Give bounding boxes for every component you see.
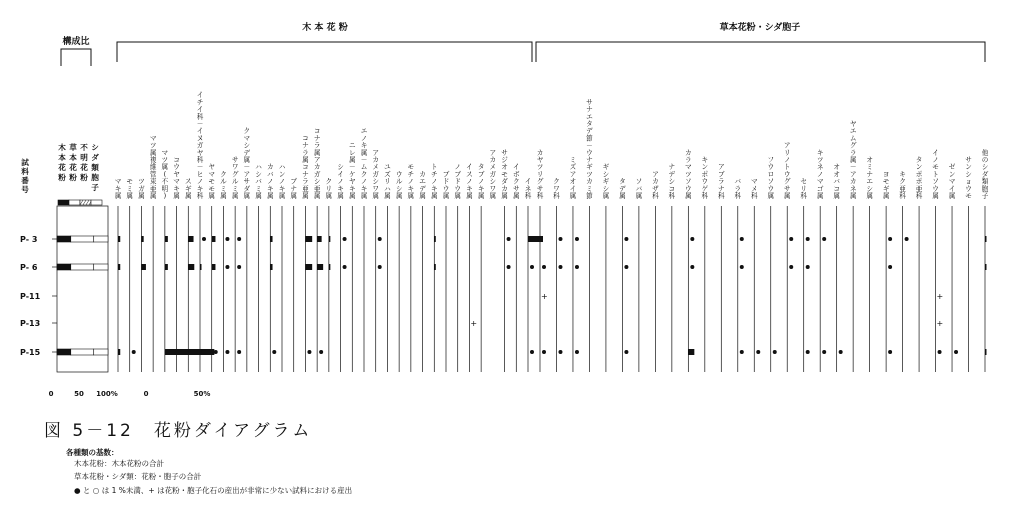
- note-line-2: 木本花粉：木本花粉の合計: [74, 459, 164, 468]
- trace-mark: [507, 265, 511, 269]
- percent-bar: [118, 236, 120, 242]
- column-label-herb-11: アブラナ科: [717, 163, 725, 200]
- column-label-herb-14: フウロソウ属: [767, 156, 775, 200]
- trace-mark: [202, 350, 206, 354]
- trace-mark: [822, 237, 826, 241]
- note-line-4: ● と ○ は 1 %未満、+ は花粉・胞子化石の産出が非常に少ない試料における産出: [74, 486, 353, 495]
- column-label-herb-19: ヤエムグラ属－アカネ属: [849, 120, 857, 200]
- trace-mark: [740, 265, 744, 269]
- sample-label: P- 6: [20, 263, 38, 272]
- column-label-arboreal-18: クリ属: [325, 177, 333, 200]
- composition-scale-label: 0: [48, 390, 54, 398]
- composition-segment: [71, 264, 94, 270]
- percent-scale-label: 0: [143, 390, 149, 398]
- trace-mark: [624, 265, 628, 269]
- column-label-herb-7: アカザ科: [652, 170, 659, 200]
- trace-mark: [822, 350, 826, 354]
- percent-scale-label: 50%: [193, 390, 211, 398]
- column-label-arboreal-15: ブナ属: [290, 177, 298, 200]
- composition-segment: [71, 349, 94, 355]
- trace-mark: [378, 237, 382, 241]
- column-label-herb-15: アリノトウグサ属: [783, 141, 791, 200]
- column-label-arboreal-22: アカメガシワ属: [372, 148, 380, 200]
- rare-mark: +: [936, 319, 944, 328]
- trace-mark: [690, 237, 694, 241]
- percent-bar: [985, 236, 987, 242]
- trace-mark: [202, 237, 206, 241]
- rare-mark: +: [470, 319, 478, 328]
- trace-mark: [806, 265, 810, 269]
- column-label-herb-21: ヨモギ属: [882, 170, 890, 200]
- composition-label-0: 木本花粉: [58, 143, 66, 182]
- column-label-arboreal-25: モチノキ属: [407, 163, 415, 200]
- trace-mark: [789, 237, 793, 241]
- composition-label-3: シダ類胞子: [91, 143, 99, 192]
- note-line-1: 各種類の基数：: [66, 448, 119, 457]
- column-label-arboreal-0: マキ属: [114, 177, 122, 200]
- trace-mark: [378, 265, 382, 269]
- trace-mark: [558, 265, 562, 269]
- composition-label-1: 草本花粉: [69, 143, 77, 182]
- composition-legend-swatch-3: [91, 200, 102, 205]
- sample-header: 試料番号: [21, 158, 29, 194]
- trace-mark: [954, 350, 958, 354]
- percent-bar: [329, 236, 331, 242]
- trace-mark: [806, 350, 810, 354]
- column-label-arboreal-30: イスノキ属: [466, 163, 473, 200]
- composition-legend-swatch-0: [58, 200, 69, 205]
- herb-group-title: 草本花粉・シダ胞子: [719, 23, 801, 33]
- composition-labels: [57, 142, 99, 192]
- rare-mark: +: [936, 292, 944, 301]
- composition-bracket: [61, 49, 91, 66]
- composition-segment: [94, 264, 108, 270]
- trace-mark: [558, 350, 562, 354]
- trace-mark: [237, 237, 241, 241]
- composition-segment: [57, 349, 71, 355]
- percent-bar: [165, 264, 168, 270]
- percent-bar: [141, 236, 143, 242]
- column-label-arboreal-17: コナラ属アカガシ亜属: [313, 127, 321, 200]
- trace-mark: [888, 350, 892, 354]
- column-label-arboreal-31: タブノキ属: [477, 163, 485, 200]
- arboreal-group-title: 木 本 花 粉: [302, 23, 348, 33]
- trace-mark: [690, 265, 694, 269]
- trace-mark: [773, 350, 777, 354]
- trace-mark: [507, 237, 511, 241]
- column-label-arboreal-14: ハンノキ属: [278, 163, 286, 200]
- figure-caption: 図 5－12 花粉ダイアグラム: [44, 421, 313, 441]
- column-labels: [115, 91, 989, 200]
- column-label-arboreal-7: イチイ科－イヌガヤ科－ヒノキ科: [196, 91, 204, 200]
- percent-bar: [434, 264, 436, 270]
- column-label-arboreal-34: イボクサ属: [512, 163, 520, 200]
- column-label-arboreal-24: ウルシ属: [395, 170, 403, 200]
- column-label-arboreal-16: コナラ属コナラ亜属: [302, 134, 309, 200]
- column-label-arboreal-5: コウヤマキ属: [173, 156, 180, 200]
- column-label-herb-10: キンポウゲ科: [701, 156, 709, 200]
- column-label-herb-13: マメ科: [750, 177, 758, 200]
- column-label-arboreal-2: ツガ属: [138, 177, 145, 200]
- percent-bar: [188, 264, 194, 270]
- scale-bars: [49, 390, 211, 400]
- column-label-arboreal-35: イネ科: [524, 177, 532, 200]
- percent-bar: [270, 236, 272, 242]
- column-label-herb-5: タデ属: [619, 177, 626, 200]
- grid-lines: [52, 206, 985, 372]
- column-label-herb-25: ゼンマイ属: [948, 163, 956, 200]
- trace-mark: [624, 350, 628, 354]
- column-label-arboreal-28: ブドウ属: [442, 170, 450, 200]
- column-label-herb-6: ソバ属: [635, 177, 643, 200]
- column-label-herb-23: タンポポ亜科: [915, 156, 923, 200]
- percent-bar: [118, 349, 120, 355]
- herb-group-bracket: [536, 42, 985, 62]
- column-label-herb-9: カラマツソウ属: [685, 148, 692, 200]
- percent-bar: [985, 349, 987, 355]
- column-label-arboreal-6: スギ属: [184, 177, 192, 200]
- column-label-arboreal-4: マツ属(不明): [161, 148, 169, 200]
- column-label-arboreal-10: サワグルミ属: [231, 156, 239, 200]
- composition-segment: [71, 236, 94, 242]
- composition-scale-label: 50: [74, 390, 84, 398]
- trace-mark: [319, 350, 323, 354]
- column-label-arboreal-23: ユズリハ属: [384, 163, 391, 200]
- trace-mark: [542, 265, 546, 269]
- trace-mark: [237, 265, 241, 269]
- percent-bar: [188, 236, 193, 242]
- trace-mark: [225, 265, 229, 269]
- percent-bar: [317, 236, 322, 242]
- column-label-arboreal-1: モミ属: [126, 177, 134, 200]
- composition-segment: [94, 236, 108, 242]
- composition-frame: [57, 206, 108, 372]
- sample-label: P-15: [20, 348, 41, 357]
- column-label-arboreal-26: カエデ属: [419, 170, 426, 200]
- column-label-herb-27: 他のシダ類胞子: [981, 148, 989, 200]
- column-label-herb-17: キツネノマゴ属: [816, 148, 824, 200]
- composition-legend: [58, 200, 102, 205]
- trace-mark: [839, 350, 843, 354]
- percent-bar: [317, 264, 323, 270]
- trace-mark: [132, 350, 136, 354]
- column-label-arboreal-9: クルミ属: [220, 170, 227, 200]
- trace-mark: [343, 265, 347, 269]
- trace-mark: [888, 237, 892, 241]
- column-label-herb-16: セリ科: [800, 177, 808, 200]
- composition-segment: [57, 264, 71, 270]
- column-label-herb-12: バラ科: [734, 177, 742, 200]
- column-label-arboreal-19: シイノキ属: [337, 163, 344, 200]
- percent-bar: [540, 236, 542, 242]
- trace-mark: [806, 237, 810, 241]
- sample-label: P- 3: [20, 235, 38, 244]
- column-label-herb-1: クワ科: [553, 177, 560, 200]
- trace-mark: [237, 350, 241, 354]
- trace-mark: [530, 265, 534, 269]
- column-label-herb-4: ギシギシ属: [602, 163, 610, 200]
- arboreal-group-bracket: [117, 42, 532, 62]
- column-label-herb-26: サンショウモ: [965, 156, 972, 200]
- column-label-arboreal-27: トチノキ属: [430, 163, 438, 200]
- percent-bar: [212, 236, 216, 242]
- column-label-arboreal-32: アカメガシワ属: [489, 148, 497, 200]
- composition-segment: [57, 236, 71, 242]
- percent-bar: [118, 264, 120, 270]
- column-label-herb-22: キク亜科: [899, 170, 906, 200]
- column-label-arboreal-11: クマシデ属－アサダ属: [243, 127, 251, 200]
- percent-bar: [434, 236, 436, 242]
- trace-mark: [558, 237, 562, 241]
- column-label-herb-20: オミナエシ属: [866, 156, 873, 200]
- sample-label: P-13: [20, 319, 41, 328]
- column-label-arboreal-29: ノブドウ属: [454, 163, 462, 200]
- trace-mark: [307, 350, 311, 354]
- column-label-arboreal-33: サジオモダカ属: [501, 148, 508, 200]
- percent-bar: [141, 264, 146, 270]
- trace-mark: [542, 350, 546, 354]
- trace-mark: [624, 237, 628, 241]
- column-label-herb-24: イノモトソウ属: [932, 148, 939, 200]
- group-brackets: [61, 42, 985, 66]
- column-label-arboreal-3: マツ属複維管束亜属: [149, 134, 157, 200]
- rare-mark: +: [541, 292, 548, 301]
- trace-mark: [740, 237, 744, 241]
- percent-bar: [305, 236, 312, 242]
- percent-bar: [200, 264, 202, 270]
- percent-bar: [188, 349, 202, 355]
- trace-mark: [888, 265, 892, 269]
- sample-labels: [20, 157, 41, 357]
- column-label-arboreal-13: カバノキ属: [266, 163, 274, 200]
- percent-bar: [688, 349, 694, 355]
- column-label-arboreal-12: ハシバミ属: [255, 163, 262, 200]
- sample-label: P-11: [20, 292, 41, 301]
- trace-mark: [530, 350, 534, 354]
- percent-bar: [212, 264, 216, 270]
- trace-mark: [225, 237, 229, 241]
- trace-mark: [905, 237, 909, 241]
- column-label-arboreal-20: ニレ属－ケヤキ属: [348, 141, 356, 200]
- column-label-herb-8: ナデシコ科: [668, 163, 676, 200]
- note-line-3: 草本花粉・シダ類：花粉・胞子の合計: [74, 472, 202, 481]
- trace-mark: [789, 265, 793, 269]
- trace-mark: [225, 350, 229, 354]
- percent-bar: [165, 236, 168, 242]
- trace-mark: [575, 350, 579, 354]
- column-label-arboreal-21: エノキ属－ムクノキ属: [360, 127, 368, 200]
- percent-bar: [270, 264, 272, 270]
- trace-mark: [938, 350, 942, 354]
- trace-mark: [740, 350, 744, 354]
- trace-mark: [214, 350, 218, 354]
- percent-bar: [305, 264, 312, 270]
- trace-mark: [575, 237, 579, 241]
- composition-scale-label: 100%: [96, 390, 118, 398]
- percent-bar: [985, 264, 987, 270]
- composition-legend-swatch-1: [69, 200, 80, 205]
- trace-mark: [575, 265, 579, 269]
- column-label-arboreal-8: ヤマモモ属: [208, 163, 216, 200]
- composition-label-2: 不明花粉: [80, 143, 88, 182]
- column-label-herb-18: オオバコ属: [833, 163, 840, 200]
- percent-bar: [329, 264, 331, 270]
- composition-segment: [94, 349, 108, 355]
- trace-mark: [343, 237, 347, 241]
- column-label-herb-2: ミズアオイ属: [569, 156, 577, 200]
- trace-mark: [272, 350, 276, 354]
- column-label-herb-0: カヤツリグサ科: [536, 148, 544, 200]
- composition-header: 構成比: [62, 37, 90, 47]
- trace-mark: [756, 350, 760, 354]
- data-marks: [57, 236, 987, 355]
- column-label-herb-3: サナエタデ節－ウナギツカミ節: [586, 98, 593, 200]
